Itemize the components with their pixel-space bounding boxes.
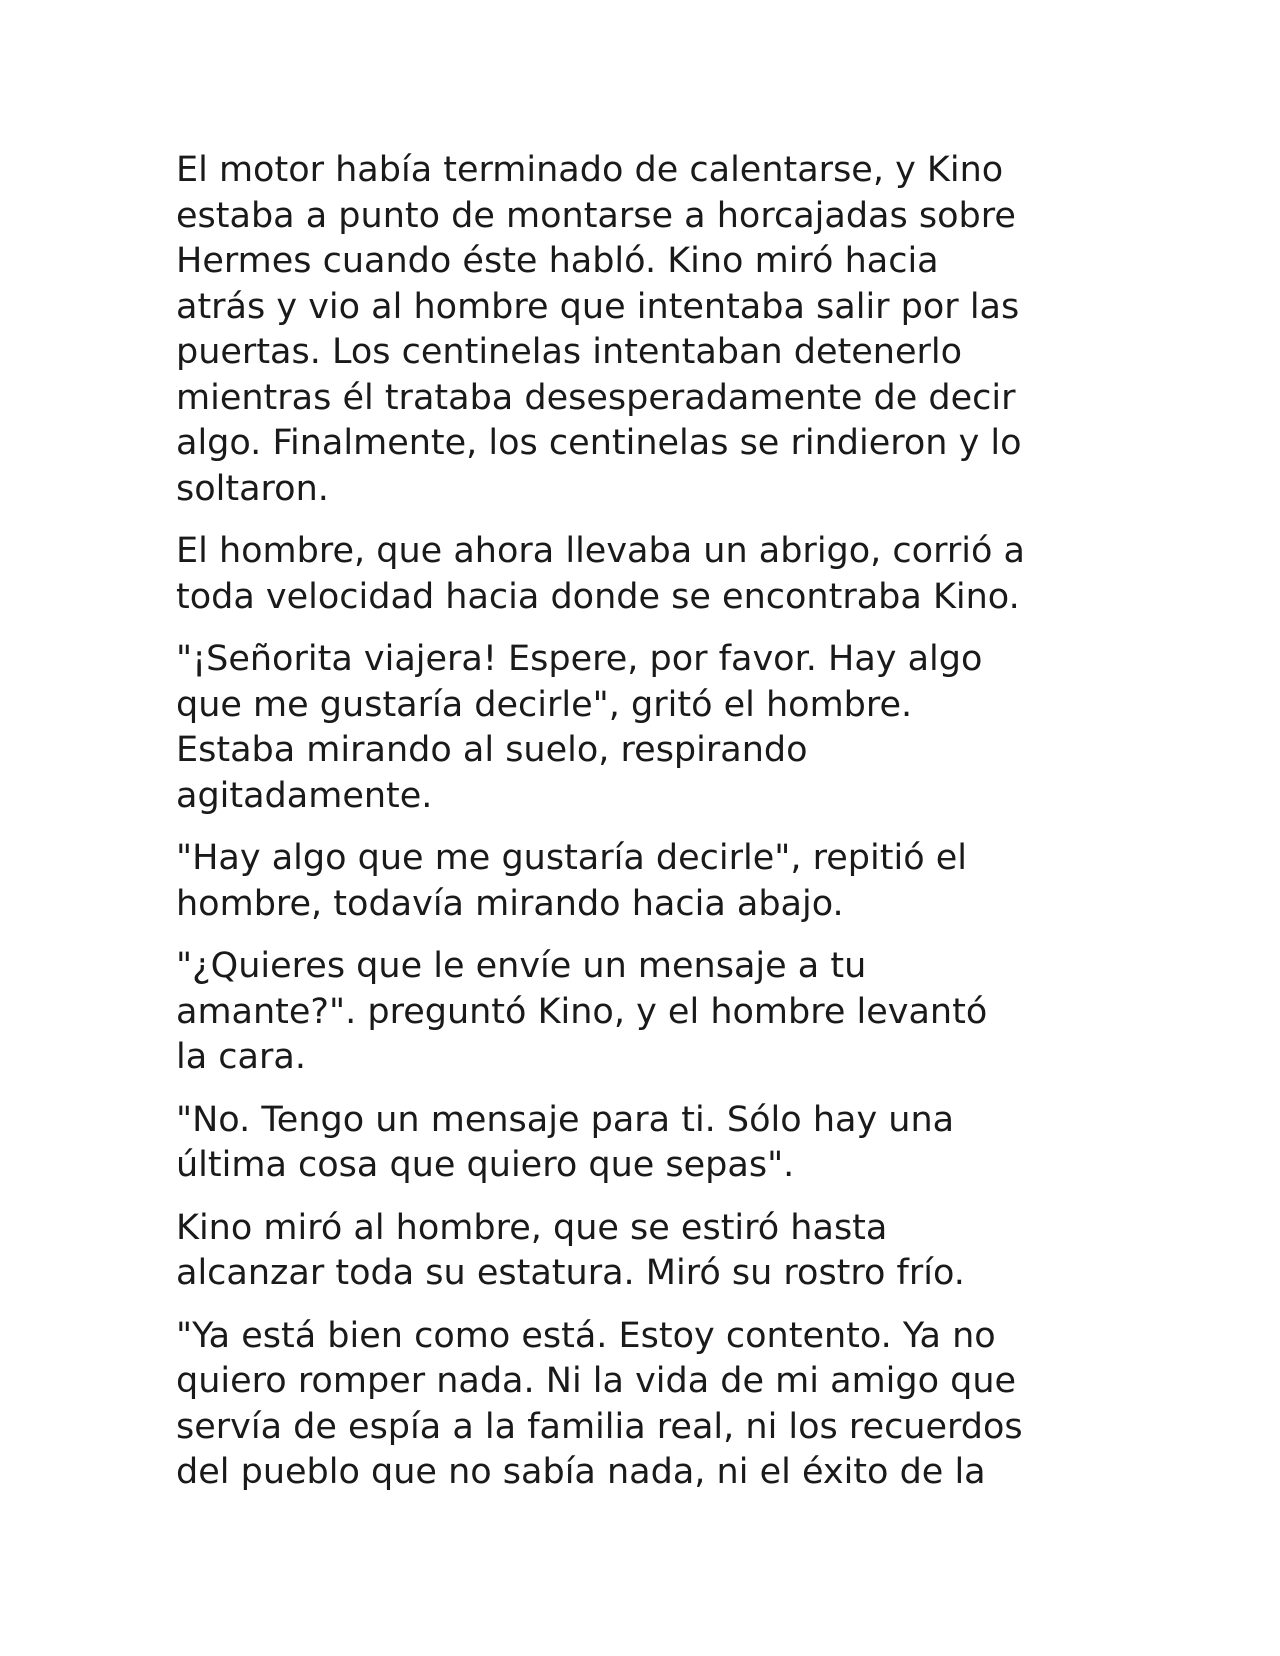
text-line: Estaba mirando al suelo, respirando	[176, 730, 808, 770]
paragraph-2	[176, 529, 1096, 620]
text-line: "¿Quieres que le envíe un mensaje a tu	[176, 946, 867, 986]
text-line: que me gustaría decirle", gritó el hombre.	[176, 684, 913, 725]
text-line: "¡Señorita viajera! Espere, por favor. Hay algo	[176, 639, 983, 679]
text-line: algo. Finalmente, los centinelas se rindieron y lo	[176, 423, 1022, 463]
text-line: "No. Tengo un mensaje para ti. Sólo hay una	[176, 1099, 955, 1140]
text-line: puertas. Los centinelas intentaban detenerlo	[176, 332, 963, 372]
text-line: estaba a punto de montarse a horcajadas sobre	[176, 195, 1016, 236]
text-line: "Hay algo que me gustaría decirle", repitió el	[176, 838, 967, 878]
text-line: quiero romper nada. Ni la vida de mi amigo que	[176, 1361, 1017, 1401]
document-body	[176, 148, 1096, 1513]
paragraph-3	[176, 637, 1096, 819]
text-line: del pueblo que no sabía nada, ni el éxito de la	[176, 1452, 986, 1492]
text-line: alcanzar toda su estatura. Miró su rostro frío.	[176, 1253, 965, 1293]
text-line: servía de espía a la familia real, ni los recuerdos	[176, 1406, 1023, 1447]
text-line: última cosa que quiero que sepas".	[176, 1145, 795, 1185]
paragraph-5	[176, 944, 1096, 1081]
text-line: amante?". preguntó Kino, y el hombre levantó	[176, 991, 988, 1032]
text-line: "Ya está bien como está. Estoy contento. Ya no	[176, 1315, 996, 1356]
text-line: atrás y vio al hombre que intentaba salir por las	[176, 286, 1020, 327]
paragraph-4	[176, 836, 1096, 927]
text-line: la cara.	[176, 1037, 306, 1077]
paragraph-6	[176, 1098, 1096, 1189]
text-line: Hermes cuando éste habló. Kino miró hacia	[176, 241, 939, 281]
text-line: Kino miró al hombre, que se estiró hasta	[176, 1207, 888, 1248]
text-line: mientras él trataba desesperadamente de decir	[176, 377, 1016, 418]
text-line: soltaron.	[176, 468, 329, 509]
paragraph-1	[176, 148, 1096, 512]
text-line: agitadamente.	[176, 775, 433, 816]
paragraph-8	[176, 1314, 1096, 1496]
text-line: hombre, todavía mirando hacia abajo.	[176, 883, 844, 924]
text-line: El hombre, que ahora llevaba un abrigo, corrió a	[176, 531, 1025, 571]
text-line: El motor había terminado de calentarse, y Kino	[176, 150, 1004, 190]
text-line: toda velocidad hacia donde se encontraba Kino.	[176, 576, 1020, 617]
paragraph-7	[176, 1206, 1096, 1297]
